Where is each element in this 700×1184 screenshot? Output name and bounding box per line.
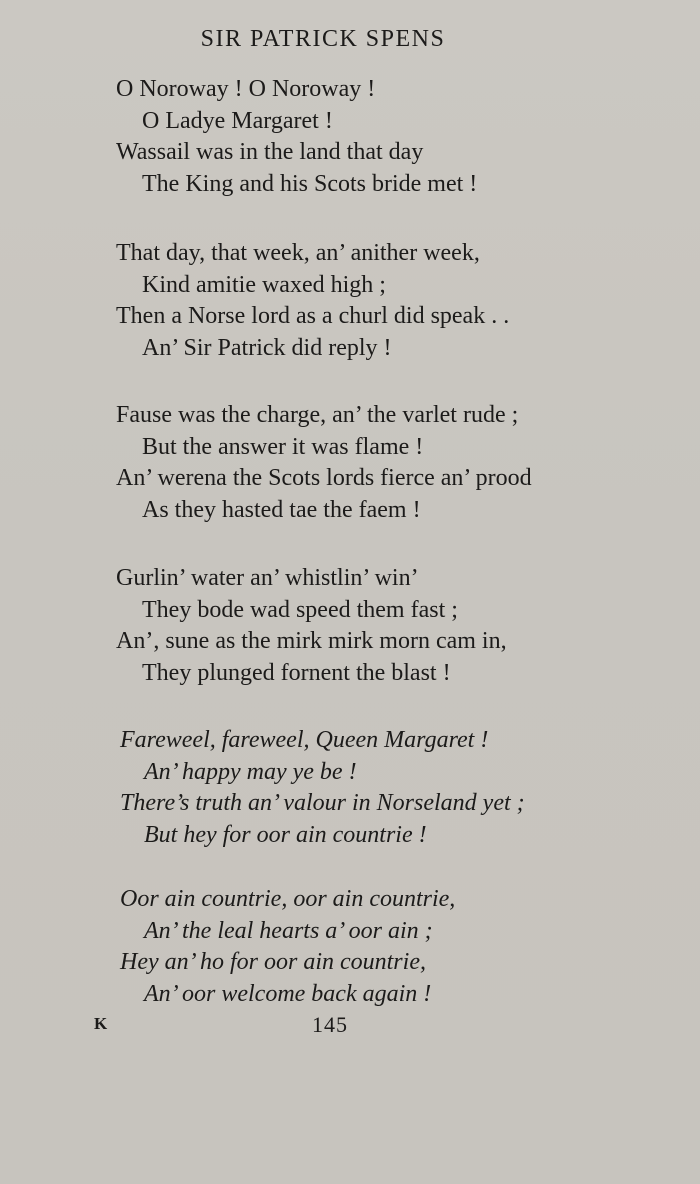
poem-line: Fause was the charge, an’ the varlet rude ; — [116, 402, 519, 428]
poem-line: O Ladye Margaret ! — [142, 107, 333, 134]
poem-line: An’ werena the Scots lords fierce an’ prood — [116, 465, 532, 491]
signature-mark: K — [94, 1014, 108, 1033]
poem-line: Wassail was in the land that day — [116, 139, 424, 165]
poem-line: There’s truth an’ valour in Norseland yet ; — [120, 790, 525, 816]
poem-line: Hey an’ ho for oor ain countrie, — [120, 949, 426, 975]
poem-line: They bode wad speed them fast ; — [142, 596, 458, 623]
poem-line: Gurlin’ water an’ whistlin’ win’ — [116, 565, 419, 591]
poem-line: That day, that week, an’ anither week, — [116, 240, 480, 266]
poem-line: Oor ain countrie, oor ain countrie, — [120, 886, 456, 912]
poem-line: An’, sune as the mirk mirk morn cam in, — [116, 628, 507, 654]
poem-line: Fareweel, fareweel, Queen Margaret ! — [120, 727, 489, 753]
poem-line: An’ happy may ye be ! — [144, 758, 357, 785]
poem-line: The King and his Scots bride met ! — [142, 170, 478, 197]
poem-line: As they hasted tae the faem ! — [142, 496, 421, 523]
poem-line: Then a Norse lord as a churl did speak . . — [116, 303, 510, 329]
poem-line: An’ the leal hearts a’ oor ain ; — [144, 917, 433, 944]
poem-line: But hey for oor ain countrie ! — [144, 821, 427, 848]
poem-line: An’ Sir Patrick did reply ! — [142, 334, 392, 361]
poem-line: An’ oor welcome back again ! — [144, 980, 432, 1007]
poem-line: But the answer it was flame ! — [142, 433, 424, 460]
poem-line: O Noroway ! O Noroway ! — [116, 76, 376, 102]
page-number: 145 — [312, 1012, 348, 1037]
poem-line: They plunged fornent the blast ! — [142, 659, 451, 686]
running-head: SIR PATRICK SPENS — [200, 26, 446, 52]
poem-line: Kind amitie waxed high ; — [142, 271, 386, 298]
